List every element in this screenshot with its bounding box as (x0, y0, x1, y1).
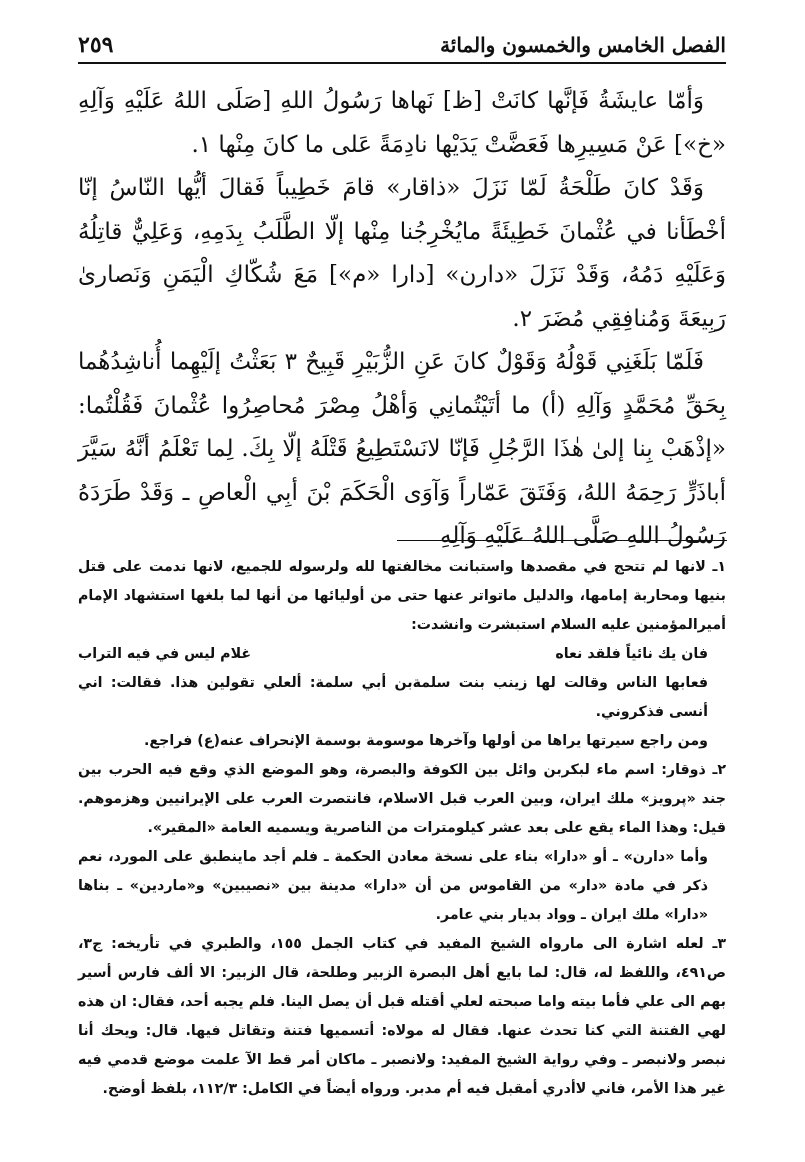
main-paragraph-3: فَلَمّا بَلَغَنِي قَوْلُهُ وَقَوْلٌ كانَ عَنِ الزُّبَيْرِ قَبِيحٌ ٣ بَعَثْتُ إلَيْهِما أُناشِدُهُما بِحَقِّ مُحَمَّدٍ وَآلِهِ (أ) ما أتَيْتُمانِي وَأهْلُ مِصْرَ مُحاصِرُوا عُثْمانَ فَقُلْتُما: «إذْهَبْ بِنا إلىٰ هٰذَا الرَّجُلِ فَإنّا لانَسْتَطِيعُ قَتْلَهُ إلّا بِكَ. لِما تَعْلَمُ أنَّهُ سَيَّرَ أباذَرٍّ رَحِمَهُ اللهُ، وَفَتَقَ عَمّاراً وَآوَى الْحَكَمَ بْنَ أبِي الْعاصِ ـ وَقَدْ طَرَدَهُ رَسُولُ اللهِ صَلَّى اللهُ عَلَيْهِ وَآلِهِ (78, 349, 726, 549)
footnote-1 (78, 553, 726, 756)
footnote-3-text: ٣ـ لعله اشارة الى مارواه الشيخ المفيد في كتاب الجمل ١٥٥، والطبري في تأريخه: ج٣، ص٤٩١، واللفظ له، قال: لما بايع أهل البصرة الزبير وطلحة، قال الزبير: الا ألف فارس أسير بهم الى علي فأما بيته واما صبحته لعلي أقتله قبل أن يصل الينا. فلم يجبه أحد، فقال: ان هذه لهي الفتنة التي كنا تحدث عنها. فقال له مولاه: أتسميها فتنة وتقاتل فيها. قال: ويحك أنا نبصر ولانبصر ـ وفي رواية الشيخ المفيد: ولانصبر ـ ماكان أمر قط الآ علمت موضع قدمي فيه غير هذا الأمر، فاني لاأدري أمقبل فيه أم مدبر. ورواه أيضاً في الكامل: ١١٢/٣، بلفظ أوضح. (78, 936, 726, 1097)
footnote-divider (397, 540, 727, 541)
main-text (78, 80, 726, 559)
verse-first-hemistich: فان يك نائياً فلقد نعاه (555, 646, 708, 662)
running-header (78, 28, 726, 64)
main-paragraph-2: وَقَدْ كانَ طَلْحَةُ لَمّا نَزَلَ «ذاقار» قامَ خَطِيباً فَقالَ أيُّها النّاسُ إنّا أخْطَأنا في عُثْمانَ خَطِيئَةً مايُخْرِجُنا مِنْها إلّا الطَّلَبُ بِدَمِهِ، وَعَلِيٌّ قاتِلُهُ وَعَلَيْهِ دَمُهُ، وَقَدْ نَزَلَ «دارن» [دارا «م»] مَعَ شُكّاكِ الْيَمَنِ وَنَصارىٰ رَبِيعَةَ وَمُنافِقِي مُضَرَ ٢. (78, 175, 726, 332)
footnote-2-text: ٢ـ ذوقار: اسم ماء لبكربن وائل بين الكوفة والبصرة، وهو الموضع الذي وقع فيه الحرب بين جند «پرويز» ملك ايران، وبين العرب قبل الاسلام، فانتصرت العرب على الإيرانيين وهزموهم. قيل: وهذا الماء يقع على بعد عشر كيلومترات من الناصرية ويسميه العامة «المقير». (78, 762, 726, 836)
footnotes (78, 553, 726, 1104)
footnote-1-text: ١ـ لانها لم تتحج في مقصدها واستبانت مخالفتها لله ولرسوله للجميع، لانها ندمت على قتل بنيها ومحاربة إمامها، والدليل ماتواتر عنها حتى من أوليائها من أنها لما بلغها استشهاد الإمام أميرالمؤمنين عليه السلام استبشرت وانشدت: (78, 559, 726, 633)
footnote-2 (78, 756, 726, 930)
page-number: ٢٥٩ (78, 32, 114, 58)
footnote-3 (78, 930, 726, 1104)
main-paragraph-1: وَأمّا عايشَةُ فَإنَّها كانَتْ [ظ] نَهاها رَسُولُ اللهِ [صَلَى اللهُ عَلَيْهِ وَآلِهِ «خ»] عَنْ مَسِيرِها فَعَضَّتْ يَدَيْها نادِمَةً عَلى ما كانَ مِنْها ١. (78, 88, 726, 158)
chapter-title: الفصل الخامس والخمسون والمائة (440, 33, 726, 57)
footnote-1-after-2: ومن راجع سيرتها يراها من أولها وآخرها موسومة بوسمة الإنحراف عنه(ع) فراجع. (144, 733, 708, 749)
verse-second-hemistich: غلام ليس في فيه التراب (78, 646, 252, 662)
footnote-1-after-1: فعابها الناس وقالت لها زينب بنت سلمةبن أبي سلمة: ألعلي تقولين هذا. فقالت: اني أنسى فذكروني. (78, 675, 708, 720)
footnote-1-verse (78, 640, 726, 669)
footnote-2-continuation: وأما «دارن» ـ أو «دارا» بناء على نسخة معادن الحكمة ـ فلم أجد ماينطبق على المورد، نعم ذكر في مادة «دار» من القاموس من أن «دارا» مدينة بين «نصيبين» و«ماردين» ـ بناها «دارا» ملك ايران ـ وواد بديار بني عامر. (78, 849, 708, 923)
